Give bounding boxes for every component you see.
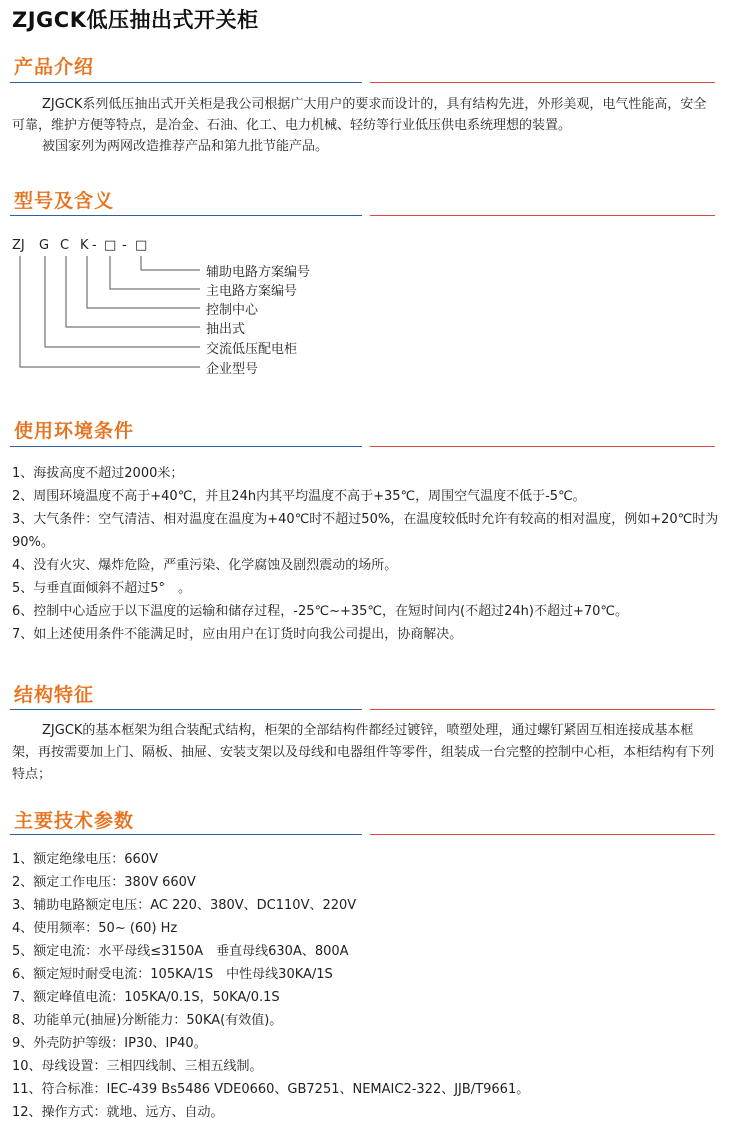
- list-item: 3、辅助电路额定电压：AC 220、380V、DC110V、220V: [12, 898, 357, 913]
- model-code-char: C: [60, 238, 70, 253]
- structure-paragraph: ZJGCK的基本框架为组合装配式结构，柜架的全部结构件都经过镀锌，喷塑处理，通过螺钉紧固互相连接成基本框架，再按需要加上门、隔板、抽屉、安装支架以及母线和电器组件等零件，组装成一台完整的控制中心柜，本柜结构有下列特点；: [12, 723, 715, 782]
- model-code-char: K: [80, 238, 89, 253]
- list-item: 5、额定电流：水平母线≤3150A 垂直母线630A、800A: [12, 944, 349, 959]
- list-item: 6、控制中心适应于以下温度的运输和储存过程，-25℃~+35℃，在短时间内(不超过24h)不超过+70℃。: [12, 604, 628, 619]
- model-label: 交流低压配电柜: [206, 342, 298, 357]
- model-label: 企业型号: [206, 362, 259, 377]
- section-rule-blue: [10, 834, 362, 835]
- list-item: 10、母线设置：三相四线制、三相五线制。: [12, 1059, 263, 1074]
- list-item: 1、额定绝缘电压：660V: [12, 852, 158, 867]
- section-rule-red: [370, 446, 715, 447]
- model-label: 辅助电路方案编号: [206, 265, 311, 280]
- model-code-char: □: [104, 238, 117, 253]
- list-item: 3、大气条件：空气清洁、相对温度在温度为+40℃时不超过50%，在温度较低时允许有较高的相对温度，例如+20℃时为90%。: [12, 512, 719, 550]
- environment-list: [12, 462, 722, 646]
- list-item: 7、额定峰值电流：105KA/0.1S，50KA/0.1S: [12, 990, 280, 1005]
- section-heading-environment: 使用环境条件: [14, 420, 135, 442]
- structure-text: [12, 720, 718, 786]
- list-item: 11、符合标准：IEC-439 Bs5486 VDE0660、GB7251、NEMAIC2-322、JJB/T9661。: [12, 1082, 530, 1097]
- list-item: 5、与垂直面倾斜不超过5° 。: [12, 581, 192, 596]
- section-heading-model: 型号及含义: [14, 190, 115, 212]
- section-rule-red: [370, 834, 715, 835]
- model-leader-line: [66, 256, 200, 327]
- section-heading-structure: 结构特征: [14, 684, 95, 706]
- section-rule-blue: [10, 709, 362, 710]
- model-diagram: [0, 0, 730, 390]
- model-code-char: -: [92, 238, 97, 253]
- model-label: 主电路方案编号: [206, 284, 298, 299]
- model-leader-line: [87, 256, 200, 308]
- list-item: 2、周围环境温度不高于+40℃，并且24h内其平均温度不高于+35℃，周围空气温度不低于-5℃。: [12, 489, 586, 504]
- list-item: 8、功能单元(抽屉)分断能力：50KA(有效值)。: [12, 1013, 283, 1028]
- section-rule-blue: [10, 446, 362, 447]
- list-item: 2、额定工作电压：380V 660V: [12, 875, 196, 890]
- list-item: 12、操作方式：就地、远方、自动。: [12, 1105, 224, 1120]
- model-leader-line: [141, 256, 200, 270]
- section-rule-red: [370, 709, 715, 710]
- model-code-char: -: [122, 238, 127, 253]
- model-label: 控制中心: [206, 303, 259, 318]
- list-item: 7、如上述使用条件不能满足时，应由用户在订货时向我公司提出，协商解决。: [12, 627, 463, 642]
- intro-paragraph: ZJGCK系列低压抽出式开关柜是我公司根据广大用户的要求而设计的，具有结构先进，外形美观，电气性能高，安全可靠，维护方便等特点，是冶金、石油、化工、电力机械、轻纺等行业低压供电系统理想的装置。: [12, 97, 707, 133]
- list-item: 4、使用频率：50~ (60) Hz: [12, 921, 178, 936]
- section-heading-intro: 产品介绍: [14, 56, 95, 78]
- model-leader-line: [110, 256, 200, 289]
- list-item: 6、额定短时耐受电流：105KA/1S 中性母线30KA/1S: [12, 967, 333, 982]
- specs-list: [12, 848, 722, 1124]
- model-label: 抽出式: [206, 322, 246, 337]
- page-title: ZJGCK低压抽出式开关柜: [12, 8, 259, 32]
- list-item: 4、没有火灾、爆炸危险，严重污染、化学腐蚀及剧烈震动的场所。: [12, 558, 398, 573]
- list-item: 1、海拔高度不超过2000米；: [12, 466, 184, 481]
- list-item: 9、外壳防护等级：IP30、IP40。: [12, 1036, 207, 1051]
- intro-paragraph: 被国家列为两网改造推荐产品和第九批节能产品。: [42, 139, 329, 154]
- model-code-char: □: [135, 238, 148, 253]
- model-code-char: ZJ: [12, 238, 25, 253]
- model-code-char: G: [39, 238, 50, 253]
- section-heading-specs: 主要技术参数: [14, 810, 135, 832]
